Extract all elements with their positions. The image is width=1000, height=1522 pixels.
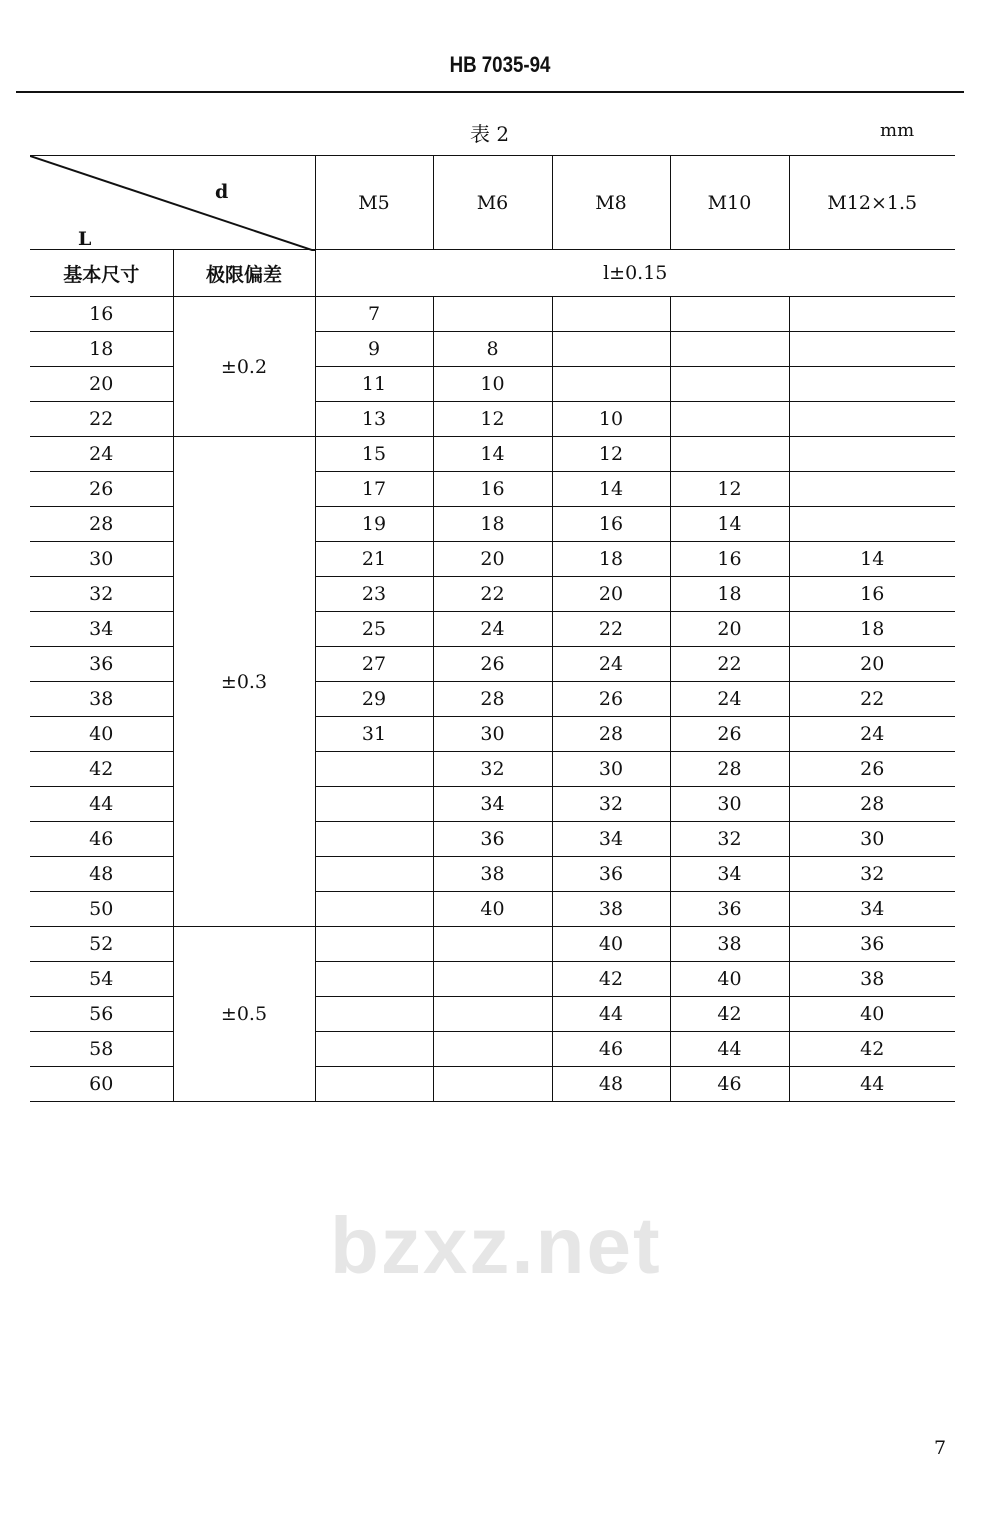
value-cell: 17 [315,472,433,507]
value-cell: 18 [433,507,552,542]
value-cell: 20 [670,612,789,647]
value-cell: 16 [789,577,955,612]
tolerance-header: 极限偏差 [173,250,315,297]
table-row [30,437,955,472]
value-cell: 40 [552,927,670,962]
table-row [30,402,955,437]
value-cell [552,297,670,332]
value-cell: 16 [670,542,789,577]
value-cell [552,332,670,367]
value-cell [552,367,670,402]
table-row [30,1067,955,1102]
value-cell: 46 [552,1032,670,1067]
value-cell: 36 [789,927,955,962]
value-cell: 27 [315,647,433,682]
value-cell [789,402,955,437]
value-cell: 40 [670,962,789,997]
value-cell: 34 [552,822,670,857]
value-cell: 36 [552,857,670,892]
basic-size-cell: 22 [30,402,173,437]
value-cell: 8 [433,332,552,367]
value-cell: 13 [315,402,433,437]
value-cell: 32 [552,787,670,822]
value-cell: 20 [552,577,670,612]
value-cell [315,927,433,962]
value-cell [315,1067,433,1102]
value-cell: 12 [670,472,789,507]
table-unit: mm [880,120,915,141]
value-cell: 38 [670,927,789,962]
value-cell: 34 [789,892,955,927]
value-cell [789,507,955,542]
value-cell: 16 [552,507,670,542]
basic-size-cell: 36 [30,647,173,682]
value-cell: 25 [315,612,433,647]
watermark: bzxz.net [330,1201,662,1290]
corner-l-label: L [78,228,92,250]
page-number: 7 [934,1437,947,1459]
table-row [30,717,955,752]
value-cell [315,752,433,787]
basic-size-cell: 28 [30,507,173,542]
table-row [30,542,955,577]
value-cell: 14 [552,472,670,507]
tolerance-cell: ±0.5 [173,927,315,1102]
value-cell: 28 [789,787,955,822]
value-cell [315,822,433,857]
corner-cell [30,156,315,250]
value-cell: 44 [670,1032,789,1067]
value-cell [315,787,433,822]
table-row [30,1032,955,1067]
value-cell: 40 [433,892,552,927]
basic-size-cell: 24 [30,437,173,472]
value-cell: 34 [670,857,789,892]
value-cell: 44 [789,1067,955,1102]
value-cell: 26 [433,647,552,682]
value-cell: 24 [552,647,670,682]
table-caption: 表 2 [470,122,510,146]
tolerance-cell: ±0.3 [173,437,315,927]
diagonal-line [30,156,315,251]
value-cell: 44 [552,997,670,1032]
table-row [30,752,955,787]
table-row [30,857,955,892]
value-cell: 12 [552,437,670,472]
table-row [30,892,955,927]
value-cell [433,297,552,332]
basic-size-cell: 32 [30,577,173,612]
corner-d-label: d [215,181,229,203]
value-cell: 40 [789,997,955,1032]
value-cell [789,437,955,472]
value-cell: 24 [433,612,552,647]
value-cell: 26 [552,682,670,717]
value-cell [670,367,789,402]
value-cell: 28 [670,752,789,787]
value-cell [670,402,789,437]
value-cell [670,297,789,332]
value-cell: 38 [433,857,552,892]
value-cell: 36 [670,892,789,927]
value-cell: 31 [315,717,433,752]
table-row [30,507,955,542]
table-row [30,822,955,857]
value-cell: 20 [433,542,552,577]
value-cell: 18 [789,612,955,647]
length-tolerance-header: l±0.15 [315,250,955,297]
table-row [30,472,955,507]
table-row [30,647,955,682]
value-cell: 19 [315,507,433,542]
value-cell: 29 [315,682,433,717]
basic-size-cell: 20 [30,367,173,402]
value-cell [315,857,433,892]
subheader-row [30,250,955,297]
table-row [30,962,955,997]
value-cell: 24 [789,717,955,752]
value-cell: 42 [789,1032,955,1067]
basic-size-cell: 34 [30,612,173,647]
value-cell [315,1032,433,1067]
value-cell: 22 [433,577,552,612]
value-cell: 34 [433,787,552,822]
value-cell: 26 [789,752,955,787]
table-row [30,682,955,717]
value-cell [433,1032,552,1067]
value-cell: 18 [552,542,670,577]
basic-size-cell: 52 [30,927,173,962]
value-cell: 42 [552,962,670,997]
basic-size-cell: 44 [30,787,173,822]
value-cell: 30 [670,787,789,822]
table-row [30,612,955,647]
value-cell: 10 [552,402,670,437]
basic-size-cell: 48 [30,857,173,892]
column-header: M8 [552,156,670,250]
value-cell [789,332,955,367]
basic-size-cell: 58 [30,1032,173,1067]
value-cell: 36 [433,822,552,857]
basic-size-cell: 38 [30,682,173,717]
value-cell: 23 [315,577,433,612]
value-cell: 10 [433,367,552,402]
value-cell [789,472,955,507]
basic-size-cell: 30 [30,542,173,577]
basic-size-cell: 42 [30,752,173,787]
value-cell [670,332,789,367]
basic-size-header: 基本尺寸 [30,250,173,297]
basic-size-cell: 54 [30,962,173,997]
value-cell: 24 [670,682,789,717]
basic-size-cell: 18 [30,332,173,367]
value-cell: 16 [433,472,552,507]
column-header: M6 [433,156,552,250]
header-row [30,156,955,250]
basic-size-cell: 60 [30,1067,173,1102]
dimension-table [30,155,955,1102]
table-row [30,577,955,612]
value-cell: 32 [433,752,552,787]
document-header: HB 7035-94 [449,52,551,77]
value-cell: 48 [552,1067,670,1102]
value-cell: 30 [552,752,670,787]
value-cell: 11 [315,367,433,402]
value-cell: 32 [670,822,789,857]
basic-size-cell: 16 [30,297,173,332]
value-cell: 30 [433,717,552,752]
basic-size-cell: 50 [30,892,173,927]
value-cell: 14 [433,437,552,472]
value-cell: 21 [315,542,433,577]
column-header: M10 [670,156,789,250]
value-cell [315,892,433,927]
column-header: M5 [315,156,433,250]
table-row [30,367,955,402]
value-cell: 15 [315,437,433,472]
value-cell [433,997,552,1032]
value-cell [315,962,433,997]
tolerance-cell: ±0.2 [173,297,315,437]
value-cell: 9 [315,332,433,367]
value-cell: 30 [789,822,955,857]
value-cell [433,927,552,962]
value-cell: 28 [433,682,552,717]
table-row [30,927,955,962]
table-row [30,332,955,367]
value-cell [433,1067,552,1102]
value-cell: 14 [670,507,789,542]
value-cell: 28 [552,717,670,752]
value-cell: 12 [433,402,552,437]
value-cell: 46 [670,1067,789,1102]
value-cell: 22 [670,647,789,682]
basic-size-cell: 56 [30,997,173,1032]
header-rule [16,91,964,93]
column-header: M12×1.5 [789,156,955,250]
table-row [30,297,955,332]
table-row [30,997,955,1032]
value-cell [315,997,433,1032]
value-cell [433,962,552,997]
value-cell: 22 [789,682,955,717]
value-cell: 38 [552,892,670,927]
basic-size-cell: 40 [30,717,173,752]
value-cell: 22 [552,612,670,647]
table-row [30,787,955,822]
value-cell: 18 [670,577,789,612]
basic-size-cell: 46 [30,822,173,857]
basic-size-cell: 26 [30,472,173,507]
value-cell: 42 [670,997,789,1032]
value-cell: 32 [789,857,955,892]
value-cell: 7 [315,297,433,332]
value-cell: 20 [789,647,955,682]
value-cell: 38 [789,962,955,997]
value-cell [789,367,955,402]
value-cell [670,437,789,472]
value-cell: 14 [789,542,955,577]
value-cell: 26 [670,717,789,752]
value-cell [789,297,955,332]
